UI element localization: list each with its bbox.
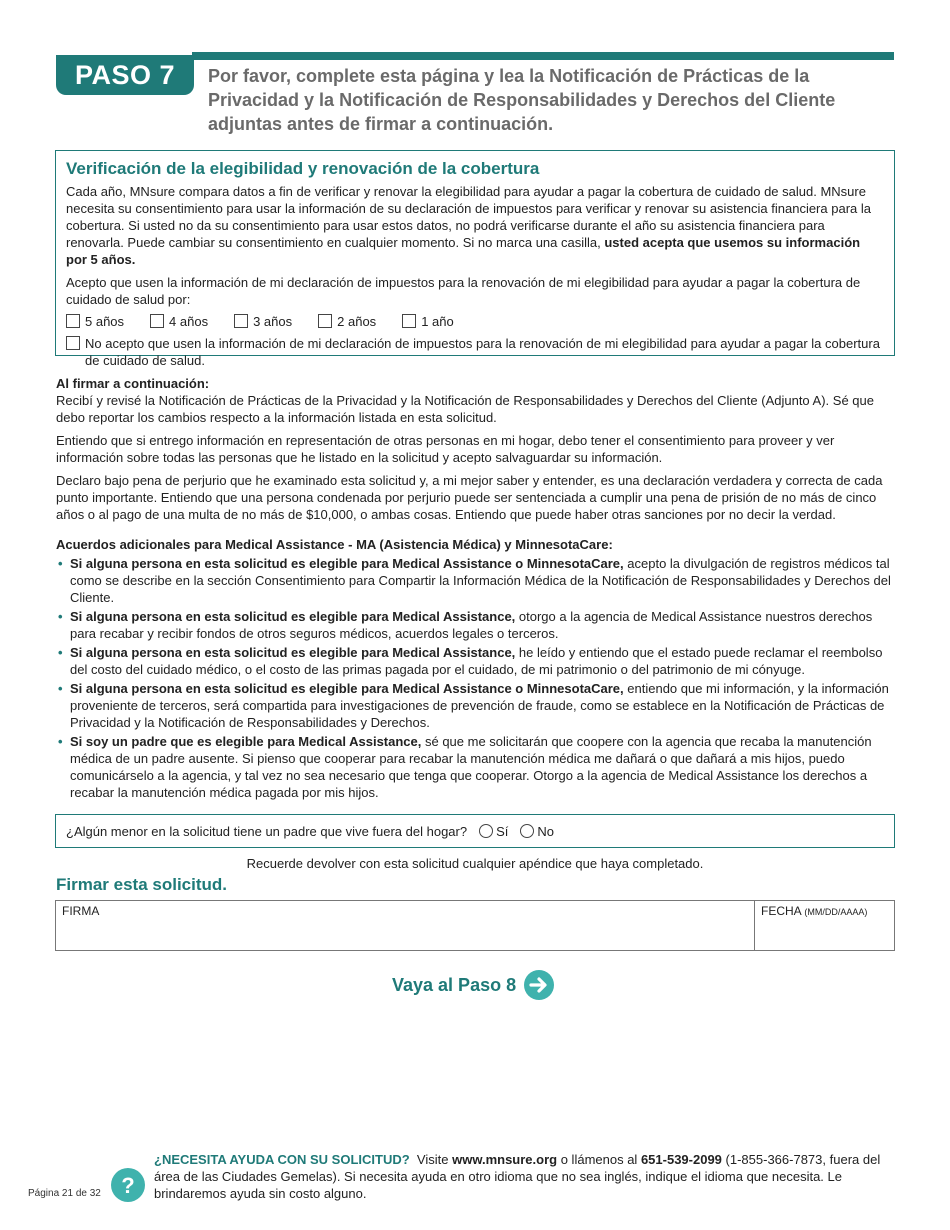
help-text bbox=[154, 1151, 894, 1202]
agreement-item bbox=[56, 608, 891, 642]
option-1-year[interactable] bbox=[402, 313, 454, 330]
agreement-item-text: entiendo que mi información, y la información proveniente de terceros, será compartida para investigaciones de prevención de fraude, como se establece en la Notificación de Prácticas de Privacidad y la Notificación de Responsabilidades y Derechos. bbox=[70, 681, 889, 730]
eligibility-title: Verificación de la elegibilidad y renovación de la cobertura bbox=[66, 159, 540, 178]
label-no: No bbox=[537, 823, 555, 839]
eligibility-question: Acepto que usen la información de mi declaración de impuestos para la renovación de mi elegibilidad para ayudar a pagar la cobertura de cuidado de salud por: bbox=[66, 275, 861, 307]
checkbox-1-year[interactable] bbox=[402, 314, 416, 328]
agreement-item-bold: Si soy un padre que es elegible para Medical Assistance, bbox=[70, 734, 422, 749]
radio-no[interactable] bbox=[520, 824, 534, 838]
agreement-item-text: he leído y entiendo que el estado puede reclamar el reembolso del costo del cuidado médico, o el costo de las primas pagada por el cuidado, de mi patrimonio o del patrimonio de mi cónyuge. bbox=[70, 645, 883, 677]
option-5-years[interactable] bbox=[66, 313, 124, 330]
agreement-item-text: otorgo a la agencia de Medical Assistance nuestros derechos para recabar y recibir fondos de otros seguros médicos, acuerdos legales o terceros. bbox=[70, 609, 873, 641]
phone-number[interactable]: 651-539-2099 bbox=[640, 1152, 722, 1167]
next-step-text: Vaya al Paso 8 bbox=[392, 975, 517, 995]
sign-title: Firmar esta solicitud. bbox=[56, 875, 227, 894]
label-4-years: 4 años bbox=[169, 313, 209, 329]
page-number: Página 21 de 32 bbox=[28, 1188, 101, 1199]
signing-paragraph-1: Recibí y revisé la Notificación de Prácticas de la Privacidad y la Notificación de Responsabilidades y Derechos del Cliente (Adjunto A). Sé que debo reportar los cambios respecto a la información listada en esta solicitud. bbox=[56, 393, 874, 425]
label-yes: Sí bbox=[496, 823, 509, 839]
checkbox-4-years[interactable] bbox=[150, 314, 164, 328]
agreement-item-text: sé que me solicitarán que coopere con la agencia que recaba la manutención médica de un padre ausente. Si pienso que cooperar para recabar la manutención médica me dañará o que dañará a mis hijos, puedo comunicárselo a la agencia, y tal vez no sea necesario que tenga que cooperar. Otorgo a la agencia de Medical Assistance los derechos a recabar la manutención médica pagada por mis hijos. bbox=[70, 734, 872, 800]
additional-agreements bbox=[56, 536, 891, 803]
date-field[interactable] bbox=[755, 901, 894, 950]
agreement-item-bold: Si alguna persona en esta solicitud es elegible para Medical Assistance o MinnesotaCare, bbox=[70, 556, 624, 571]
agreement-item-bold: Si alguna persona en esta solicitud es elegible para Medical Assistance, bbox=[70, 645, 516, 660]
header-instructions: Por favor, complete esta página y lea la Notificación de Prácticas de la Privacidad y la Notificación de Responsabilidades y Derechos del Cliente adjuntas antes de firmar a continuación. bbox=[208, 66, 836, 134]
absent-parent-question-text: ¿Algún menor en la solicitud tiene un padre que vive fuera del hogar? bbox=[66, 823, 468, 839]
option-yes[interactable] bbox=[467, 823, 508, 840]
checkbox-decline[interactable] bbox=[66, 336, 80, 350]
help-visit: Visite bbox=[416, 1152, 449, 1167]
eligibility-body-bold: usted acepta que usemos su información por 5 años. bbox=[66, 235, 861, 267]
agreement-item bbox=[56, 680, 891, 731]
signature-label: FIRMA bbox=[62, 904, 100, 918]
date-format: (MM/DD/AAAA) bbox=[804, 907, 868, 917]
signature-box bbox=[55, 900, 895, 951]
agreement-item-bold: Si alguna persona en esta solicitud es elegible para Medical Assistance o MinnesotaCare, bbox=[70, 681, 624, 696]
next-step-link[interactable] bbox=[392, 970, 554, 1000]
label-3-years: 3 años bbox=[253, 313, 293, 329]
agreement-item bbox=[56, 733, 891, 801]
label-2-years: 2 años bbox=[337, 313, 377, 329]
signing-paragraph-3: Declaro bajo pena de perjurio que he examinado esta solicitud y, a mi mejor saber y entender, es una declaración verdadera y correcta de cada punto importante. Entiendo que una persona condenada por perjurio puede ser sentenciada a cumplir una pena de prisión de no más de cinco años o al pago de una multa de no más de $10,000, o ambas cosas. Entiendo que puede haber otras sanciones por no decir la verdad. bbox=[56, 473, 883, 522]
checkbox-2-years[interactable] bbox=[318, 314, 332, 328]
signing-heading: Al firmar a continuación: bbox=[56, 376, 210, 391]
label-5-years: 5 años bbox=[85, 313, 125, 329]
signing-paragraph-2: Entiendo que si entrego información en representación de otras personas en mi hogar, debo tener el consentimiento para proveer y ver información sobre todas las personas que he listado en la solicitud y acepto salvaguardar su información. bbox=[56, 433, 835, 465]
website-link[interactable]: www.mnsure.org bbox=[452, 1152, 558, 1167]
help-call: o llámenos al bbox=[560, 1152, 638, 1167]
eligibility-body-text: Cada año, MNsure compara datos a fin de verificar y renovar la elegibilidad para ayudar a pagar la cobertura de cuidado de salud. MNsure necesita su consentimiento para usar la información de su declaración de impuestos para verificar y renovar su asistencia financiera para la cobertura. Si usted no da su consentimiento para usar estos datos, no podrá verificarse durante el año su asistencia financiera para renovarla. Puede cambiar su consentimiento en cualquier momento. Si no marca una casilla, bbox=[66, 184, 871, 250]
date-label: FECHA bbox=[761, 904, 802, 918]
agreement-item-bold: Si alguna persona en esta solicitud es elegible para Medical Assistance, bbox=[70, 609, 516, 624]
checkbox-5-years[interactable] bbox=[66, 314, 80, 328]
step-badge: PASO 7 bbox=[56, 55, 194, 95]
option-no[interactable] bbox=[508, 823, 554, 840]
option-3-years[interactable] bbox=[234, 313, 292, 330]
arrow-right-icon bbox=[524, 970, 554, 1000]
radio-yes[interactable] bbox=[479, 824, 493, 838]
eligibility-body bbox=[66, 183, 884, 268]
agreement-item bbox=[56, 555, 891, 606]
option-decline[interactable] bbox=[66, 335, 884, 369]
help-question-icon bbox=[111, 1168, 145, 1202]
eligibility-section bbox=[55, 150, 895, 368]
help-heading: ¿NECESITA AYUDA CON SU SOLICITUD? bbox=[154, 1152, 410, 1167]
header-rule bbox=[192, 52, 894, 60]
years-options bbox=[66, 312, 884, 330]
signing-statements bbox=[56, 375, 891, 529]
svg-text:?: ? bbox=[121, 1173, 135, 1198]
label-decline: No acepto que usen la información de mi declaración de impuestos para la renovación de mi elegibilidad para ayudar a pagar la cobertura de cuidado de salud. bbox=[85, 336, 880, 368]
label-1-year: 1 año bbox=[421, 313, 454, 329]
agreements-heading: Acuerdos adicionales para Medical Assistance - MA (Asistencia Médica) y MinnesotaCare: bbox=[56, 537, 613, 552]
absent-parent-question bbox=[55, 814, 895, 848]
appendix-reminder: Recuerde devolver con esta solicitud cualquier apéndice que haya completado. bbox=[246, 856, 704, 871]
checkbox-3-years[interactable] bbox=[234, 314, 248, 328]
signature-field[interactable] bbox=[56, 901, 755, 950]
option-2-years[interactable] bbox=[318, 313, 376, 330]
agreement-item-text: acepto la divulgación de registros médicos tal como se describe en la sección Consentimiento para Compartir la Información Médica de la Notificación de Responsabilidades y Derechos del Cliente. bbox=[70, 556, 891, 605]
agreement-item bbox=[56, 644, 891, 678]
help-rest: (1-855-366-7873, fuera del área de las Ciudades Gemelas). Si necesita ayuda en otro idioma que no sea inglés, indique el idioma que necesita. Le brindaremos ayuda sin costo alguno. bbox=[154, 1152, 881, 1201]
option-4-years[interactable] bbox=[150, 313, 208, 330]
